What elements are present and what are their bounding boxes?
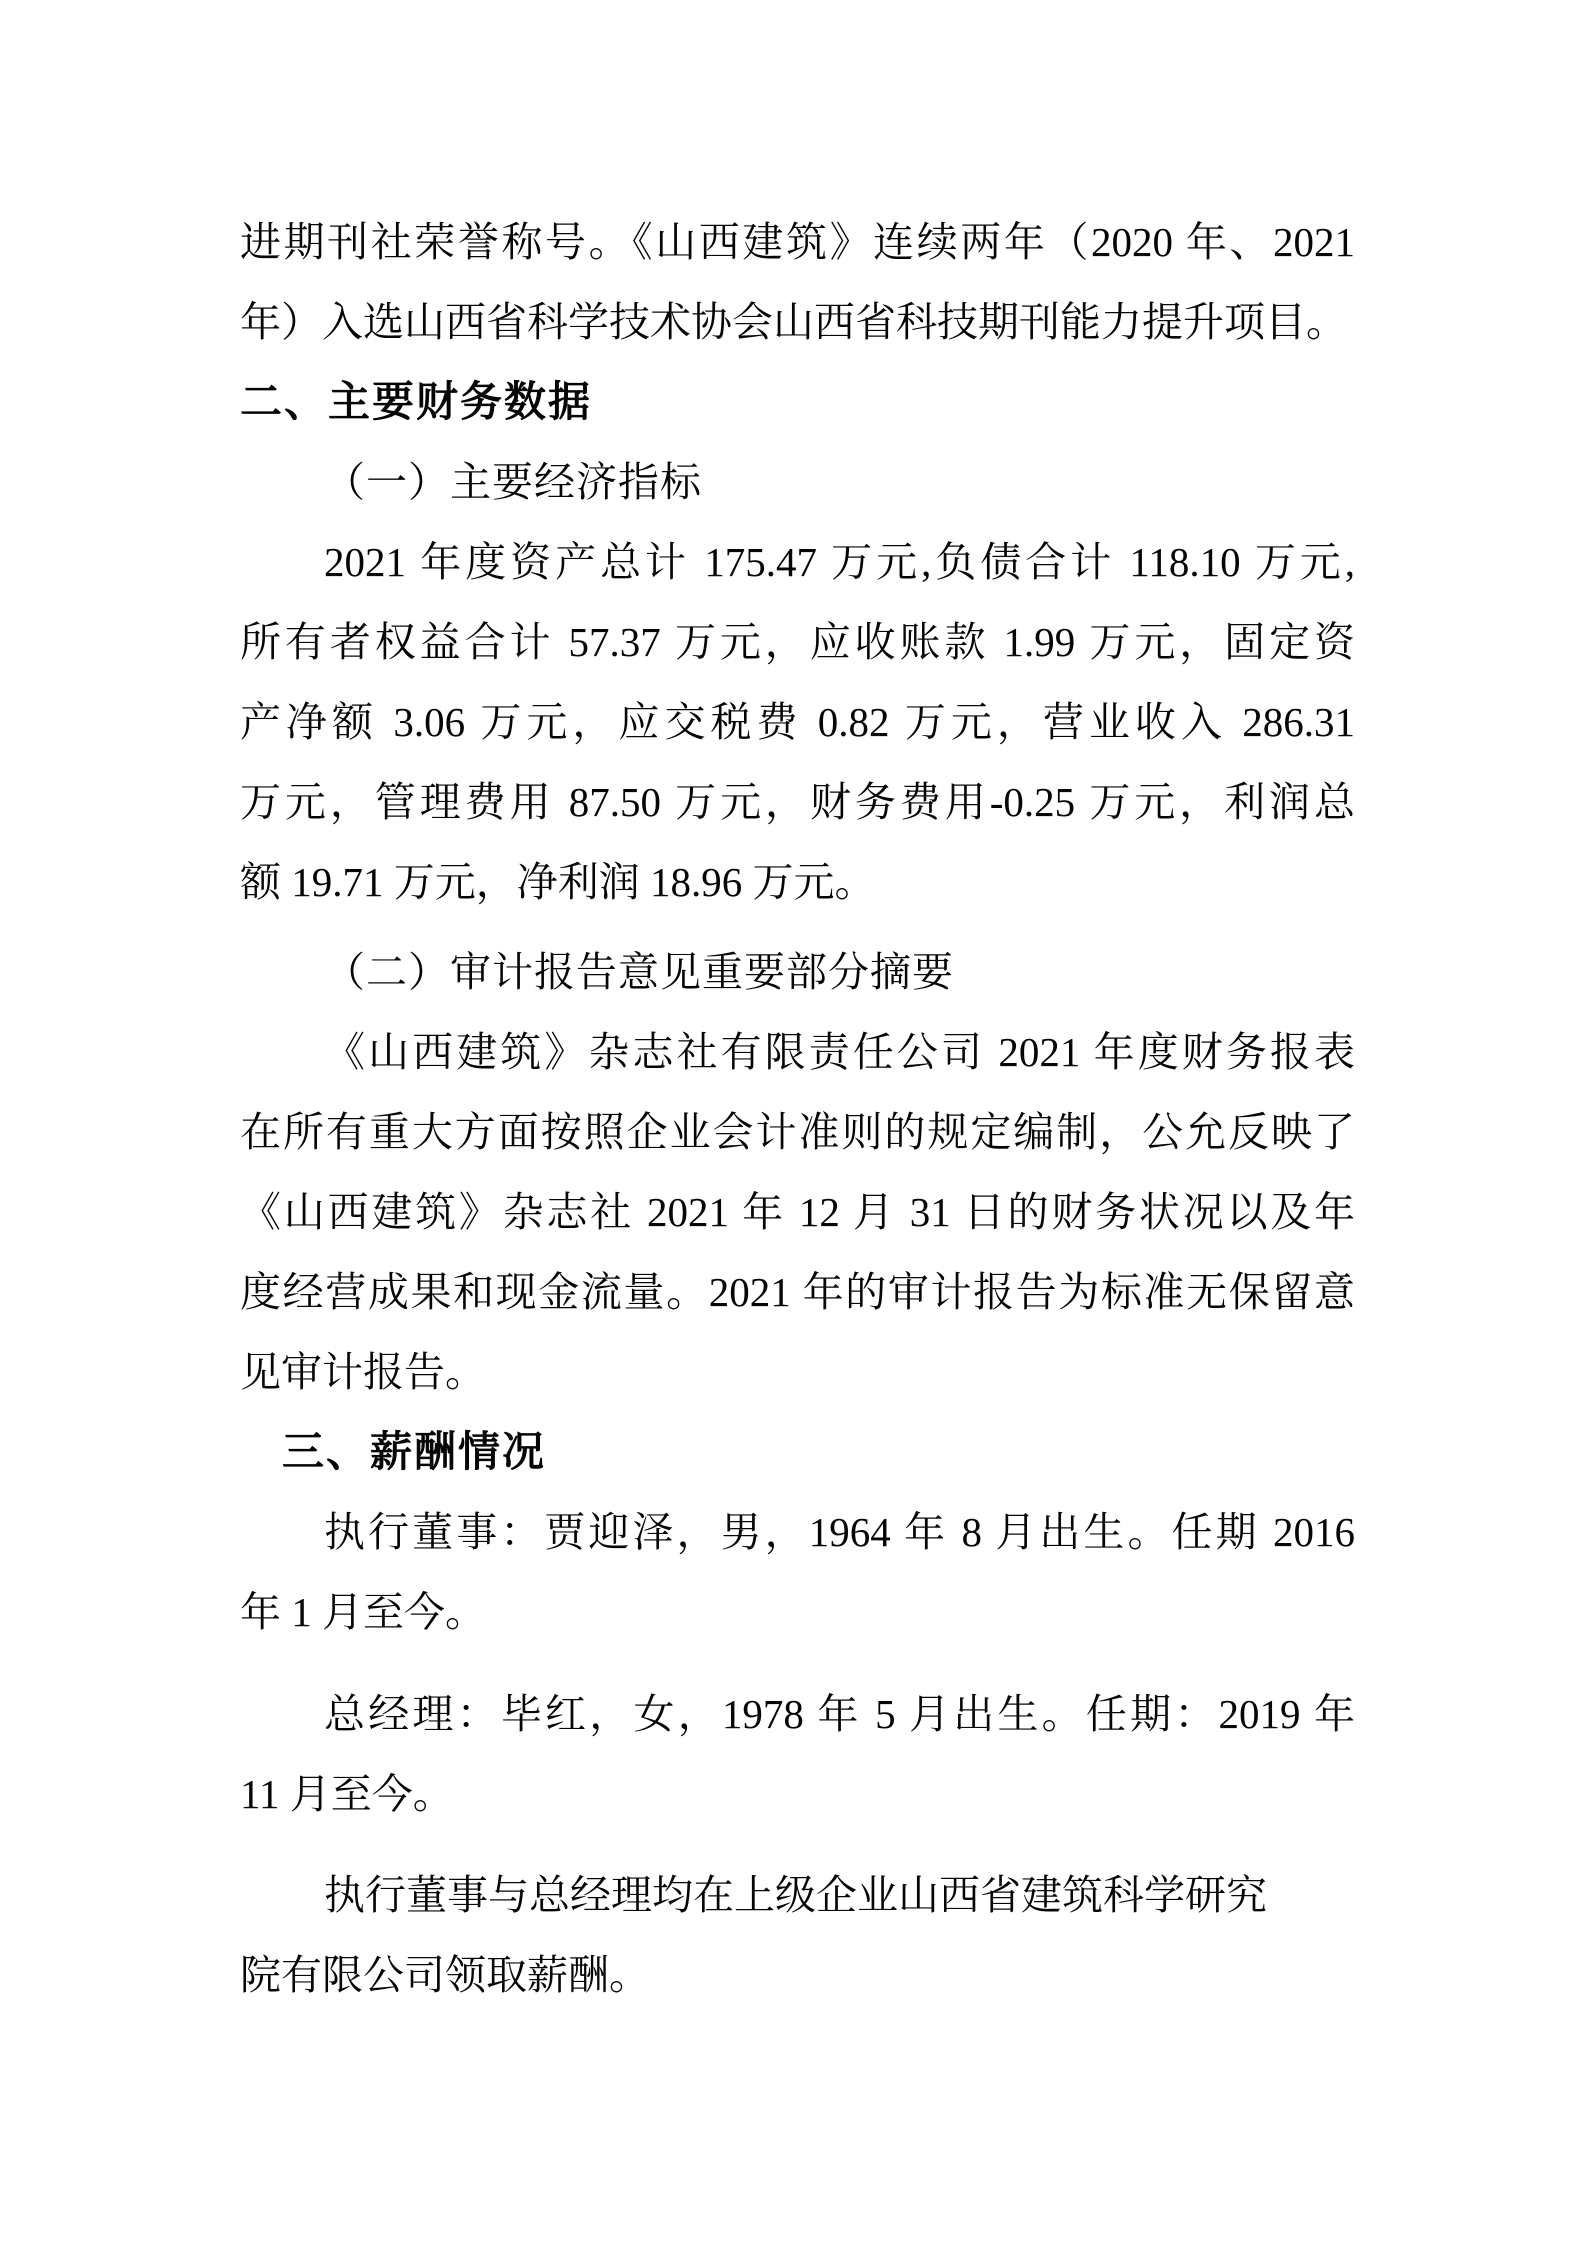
text-line: 度经营成果和现金流量。2021 年的审计报告为标准无保留意 <box>240 1269 1355 1315</box>
text-line: 11 月至今。 <box>240 1771 454 1817</box>
section-heading-salary <box>240 1412 1355 1492</box>
subheading-economic-indicators <box>240 442 1355 522</box>
text-line: 2021 年度资产总计 175.47 万元,负债合计 118.10 万元, <box>324 539 1355 585</box>
subheading-text: （二）审计报告意见重要部分摘要 <box>324 949 954 995</box>
text-line: 所有者权益合计 57.37 万元，应收账款 1.99 万元，固定资 <box>240 619 1355 665</box>
text-line: 在所有重大方面按照企业会计准则的规定编制，公允反映了 <box>240 1109 1355 1155</box>
document-text-block <box>240 202 1355 2015</box>
text-line: 年 1 月至今。 <box>240 1589 486 1635</box>
text-line: 年）入选山西省科学技术协会山西省科技期刊能力提升项目。 <box>240 299 1347 345</box>
text-line: 《山西建筑》杂志社有限责任公司 2021 年度财务报表 <box>324 1029 1355 1075</box>
audit-opinion-paragraph <box>240 1012 1355 1412</box>
text-line: 见审计报告。 <box>240 1349 486 1395</box>
heading-text: 二、主要财务数据 <box>240 378 593 425</box>
economic-indicators-paragraph <box>240 522 1355 922</box>
section-heading-finance <box>240 362 1355 442</box>
executive-director-paragraph <box>240 1492 1355 1652</box>
heading-text: 三、薪酬情况 <box>282 1428 547 1475</box>
text-line: 院有限公司领取薪酬。 <box>240 1952 650 1998</box>
subheading-audit-summary <box>240 932 1355 1012</box>
text-line: 总经理：毕红，女，1978 年 5 月出生。任期：2019 年 <box>324 1691 1355 1737</box>
text-line: 进期刊社荣誉称号。《山西建筑》连续两年（2020 年、2021 <box>240 219 1355 265</box>
text-line: 产净额 3.06 万元，应交税费 0.82 万元，营业收入 286.31 <box>240 699 1355 745</box>
general-manager-paragraph <box>240 1674 1355 1834</box>
text-line: 执行董事与总经理均在上级企业山西省建筑科学研究 <box>324 1872 1267 1918</box>
continuation-paragraph <box>240 202 1355 362</box>
text-line: 额 19.71 万元，净利润 18.96 万元。 <box>240 859 876 905</box>
salary-source-paragraph <box>240 1855 1355 2015</box>
subheading-text: （一）主要经济指标 <box>324 459 702 505</box>
text-line: 执行董事：贾迎泽，男，1964 年 8 月出生。任期 2016 <box>324 1509 1355 1555</box>
text-line: 万元，管理费用 87.50 万元，财务费用-0.25 万元，利润总 <box>240 779 1355 825</box>
text-line: 《山西建筑》杂志社 2021 年 12 月 31 日的财务状况以及年 <box>240 1189 1355 1235</box>
